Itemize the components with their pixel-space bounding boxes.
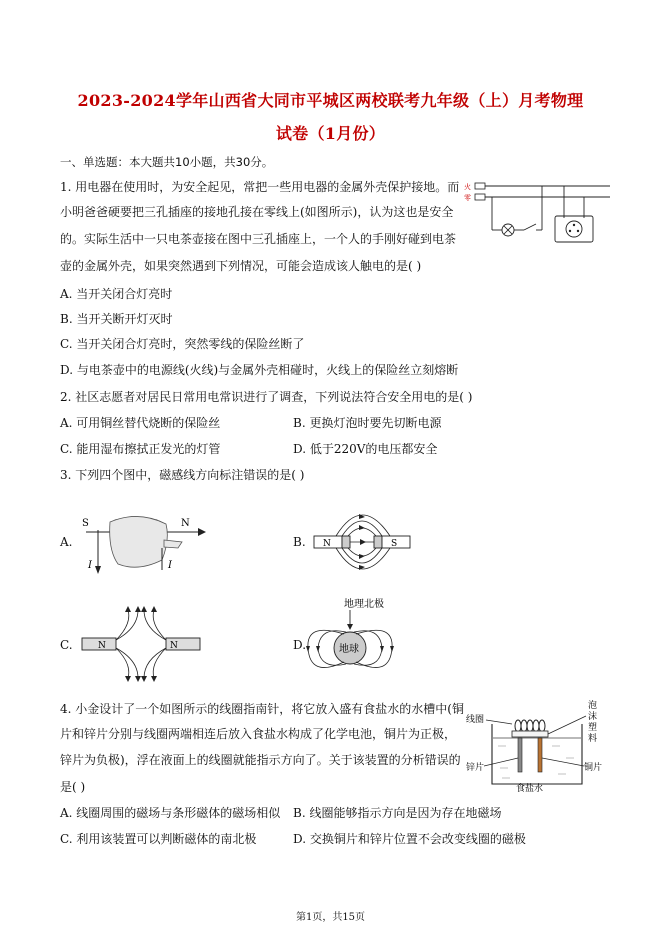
q1-option-c: C. 当开关闭合灯亮时，突然零线的保险丝断了 bbox=[60, 337, 305, 351]
q4-option-c: C. 利用该装置可以判断磁体的南北极 bbox=[60, 832, 257, 846]
copper-label: 铜片 bbox=[584, 763, 603, 773]
n-pole-label: N bbox=[98, 641, 106, 651]
page-footer: 第1页，共15页 bbox=[295, 912, 366, 923]
q4-stem-line: 锌片为负极)，浮在液面上的线圈就能指示方向了。关于该装置的分析错误的 bbox=[60, 753, 461, 767]
q3-stem: 3. 下列四个图中，磁感线方向标注错误的是( ) bbox=[60, 468, 305, 482]
neutral-wire-label: 零 bbox=[464, 194, 471, 202]
s-pole-label: S bbox=[82, 518, 89, 529]
geo-north-label: 地理北极 bbox=[344, 599, 384, 610]
q1-circuit-figure bbox=[462, 178, 612, 246]
q4-option-b: B. 线圈能够指示方向是因为存在地磁场 bbox=[293, 806, 502, 820]
salt-water-label: 食盐水 bbox=[516, 784, 544, 792]
foam-label: 沫 bbox=[588, 712, 598, 722]
q3-option-b-label: B. bbox=[293, 535, 306, 549]
n-pole-label: N bbox=[323, 539, 331, 549]
q4-stem-line: 4. 小金设计了一个如图所示的线圈指南针，将它放入盛有食盐水的水槽中(铜 bbox=[60, 702, 464, 716]
q1-stem-line: 的。实际生活中一只电茶壶接在图中三孔插座上，一个人的手刚好碰到电茶 bbox=[60, 232, 457, 246]
q4-option-a: A. 线圈周围的磁场与条形磁体的磁场相似 bbox=[60, 806, 281, 820]
doc-title-line1: 2023-2024学年山西省大同市平城区两校联考九年级（上）月考物理 bbox=[77, 91, 584, 110]
hand-icon bbox=[110, 516, 168, 567]
coil-label: 线圈 bbox=[466, 715, 485, 725]
q2-option-b: B. 更换灯泡时要先切断电源 bbox=[293, 416, 442, 430]
q1-option-b: B. 当开关断开灯灭时 bbox=[60, 312, 173, 326]
q3-figure-a-solenoid bbox=[78, 500, 210, 582]
current-label: I bbox=[168, 560, 172, 571]
q2-option-d: D. 低于220V的电压都安全 bbox=[293, 442, 438, 456]
live-wire-label: 火 bbox=[464, 183, 471, 191]
q1-stem-line: 壶的金属外壳，如果突然遇到下列情况，可能会造成该人触电的是( ) bbox=[60, 259, 422, 273]
copper-plate bbox=[538, 738, 542, 772]
foam-label: 料 bbox=[588, 734, 598, 744]
foam-label: 塑 bbox=[588, 723, 598, 733]
socket-icon bbox=[555, 216, 593, 242]
q3-figure-d-earth bbox=[306, 596, 410, 688]
s-pole-label: S bbox=[391, 539, 398, 549]
q3-option-a-label: A. bbox=[60, 535, 73, 549]
section-heading: 一、单选题：本大题共10小题，共30分。 bbox=[60, 155, 274, 169]
switch-icon bbox=[524, 224, 536, 230]
q3-figure-b-magnets bbox=[306, 502, 418, 580]
q3-option-c-label: C. bbox=[60, 638, 73, 652]
q1-option-a: A. 当开关闭合灯亮时 bbox=[60, 287, 173, 301]
current-label: I bbox=[88, 560, 92, 571]
arrow-icon bbox=[198, 528, 206, 536]
zinc-plate bbox=[518, 738, 522, 772]
q4-coil-compass-figure bbox=[462, 696, 612, 792]
doc-title-line2: 试卷（1月份） bbox=[275, 124, 386, 143]
q4-stem-line: 片和锌片分别与线圈两端相连后放入食盐水构成了化学电池，铜片为正极， bbox=[60, 727, 457, 741]
foam-board bbox=[512, 731, 548, 737]
foam-label: 泡 bbox=[588, 701, 598, 711]
q2-option-a: A. 可用铜丝替代烧断的保险丝 bbox=[60, 416, 221, 430]
q1-stem-line: 小明爸爸硬要把三孔插座的接地孔接在零线上(如图所示)，认为这也是安全 bbox=[60, 205, 454, 219]
q1-stem-line: 1. 用电器在使用时，为安全起见，常把一些用电器的金属外壳保护接地。而 bbox=[60, 180, 460, 194]
earth-label: 地球 bbox=[339, 644, 359, 655]
fuse-icon bbox=[475, 194, 485, 200]
zinc-label: 锌片 bbox=[466, 763, 485, 773]
n-pole-label: N bbox=[170, 641, 178, 651]
q4-option-d: D. 交换铜片和锌片位置不会改变线圈的磁极 bbox=[293, 832, 526, 846]
n-pole-label: N bbox=[181, 518, 190, 529]
q3-option-d-label: D. bbox=[293, 638, 307, 652]
q2-option-c: C. 能用湿布擦拭正发光的灯管 bbox=[60, 442, 221, 456]
q2-stem: 2. 社区志愿者对居民日常用电常识进行了调查，下列说法符合安全用电的是( ) bbox=[60, 390, 473, 404]
q4-stem-line: 是( ) bbox=[60, 780, 86, 794]
fuse-icon bbox=[475, 183, 485, 189]
q1-option-d: D. 与电茶壶中的电源线(火线)与金属外壳相碰时，火线上的保险丝立刻熔断 bbox=[60, 363, 459, 377]
q3-figure-c-magnets bbox=[76, 604, 206, 684]
